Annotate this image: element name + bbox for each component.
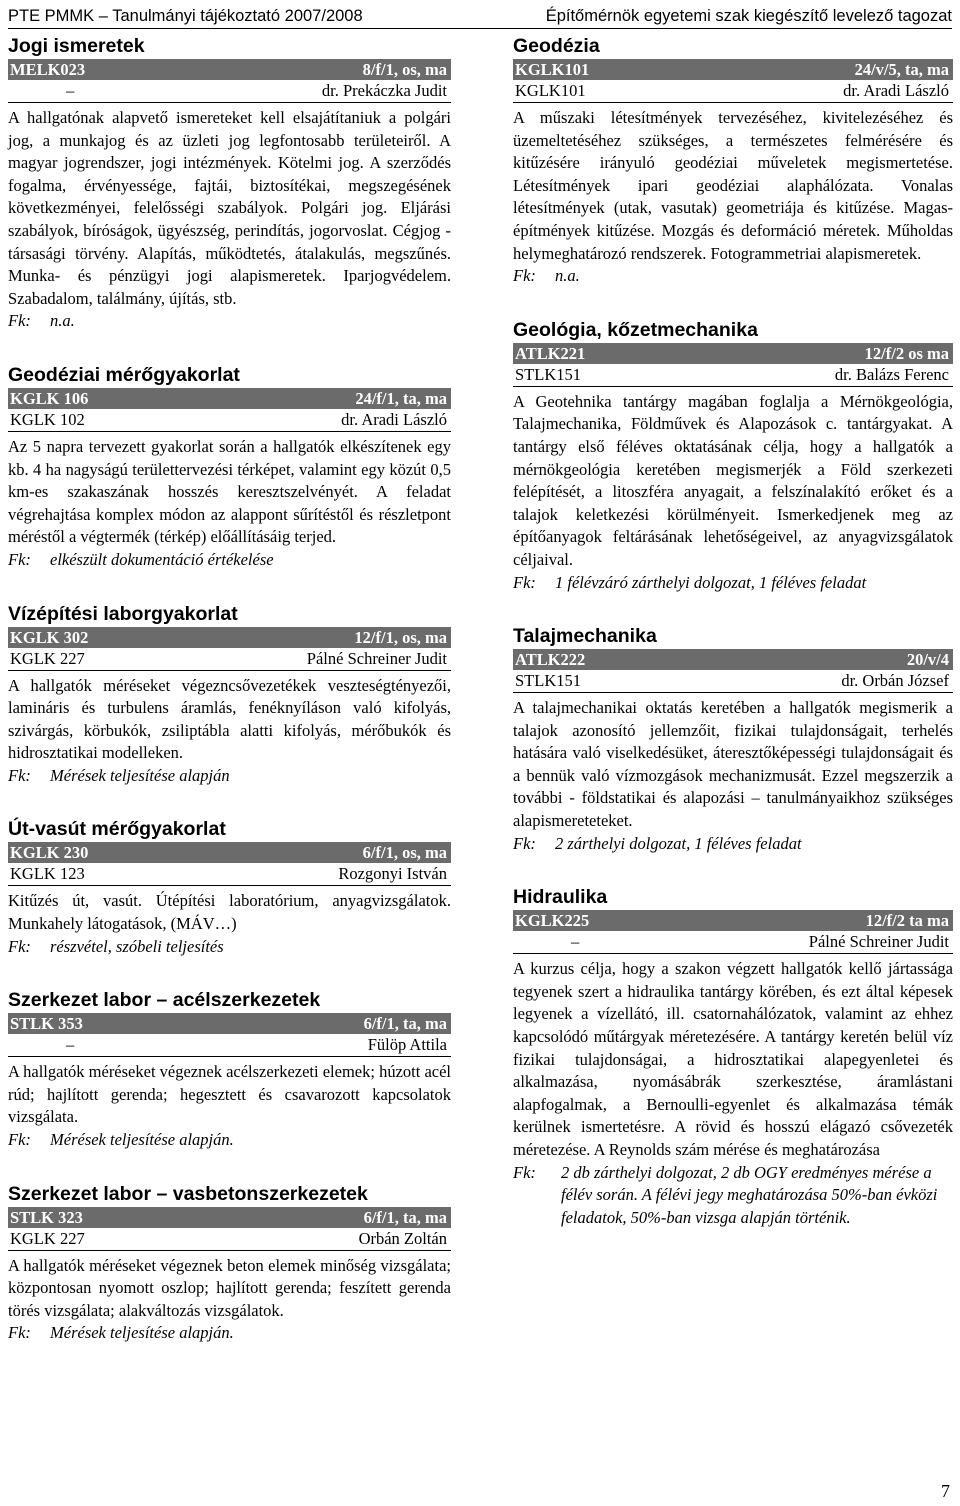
course-title: Vízépítési laborgyakorlat: [8, 602, 238, 625]
course-prereq-row: [8, 863, 451, 886]
course-credits: 24/v/5, ta, ma: [854, 60, 949, 79]
course-prereq: STLK151: [515, 671, 581, 691]
assessment-value: részvétel, szóbeli teljesítés: [50, 936, 224, 956]
course-code-bar: [8, 627, 451, 648]
course-code-bar: [513, 343, 953, 364]
course-teacher: Rozgonyi István: [338, 864, 447, 884]
course-title: Szerkezet labor – acélszerkezetek: [8, 989, 321, 1012]
course-title: Jogi ismeretek: [8, 35, 145, 57]
page-number: 7: [941, 1481, 950, 1501]
course-prereq-row: [8, 1228, 451, 1251]
course-description: A hallgatók méréseket végeznсsővezetékek veszteségtényezői, lamináris és turbulens áramlás, fenéknyíláson való kifolyás, szivárgás, körbukók, zsiliptábla alatti kifolyás, mérőbukók és hidrosztatikai modelleken.: [8, 675, 451, 763]
course-code-bar: [8, 388, 451, 409]
course-code: KGLK 302: [10, 627, 89, 647]
assessment-value: 2 zárthelyi dolgozat, 1 féléves feladat: [555, 833, 802, 853]
assessment-value: Mérések teljesítése alapján: [50, 765, 230, 785]
left-column: [8, 34, 451, 1345]
course-prereq-row: [513, 931, 953, 954]
course-teacher: dr. Aradi László: [843, 81, 949, 100]
course-assessment: [513, 1162, 953, 1230]
assessment-label: Fk:: [513, 266, 536, 286]
header-right-text: Építőmérnök egyetemi szak kiegészítő levelező tagozat: [545, 7, 952, 25]
course-description: A hallgatók méréseket végeznek acélszerkezeti elemek; húzott acél rúd; hajlított gerenda; hegesztett és csavarozott kapcsolatok vizsgálata.: [8, 1062, 451, 1127]
course-code-bar: [513, 649, 953, 670]
course-teacher: dr. Prekáczka Judit: [321, 81, 447, 100]
course-prereq-row: [8, 1034, 451, 1057]
course-teacher: dr. Orbán József: [841, 671, 949, 691]
course-assessment: [8, 1129, 451, 1152]
course-credits: 6/f/1, ta, ma: [363, 1207, 447, 1227]
course-prereq-row: [8, 80, 451, 103]
course-credits: 6/f/1, os, ma: [362, 843, 447, 863]
course-prereq: KGLK 227: [10, 1228, 85, 1248]
course-assessment: [8, 549, 451, 572]
course-code: STLK 353: [10, 1014, 83, 1034]
course-title: Geológia, kőzetmechanika: [513, 318, 758, 341]
course-assessment: [513, 572, 953, 595]
assessment-label: Fk:: [8, 549, 31, 569]
assessment-value: n.a.: [555, 266, 580, 286]
course-talajmechanika: [513, 624, 953, 855]
course-prereq-row: [513, 670, 953, 693]
course-prereq: KGLK 102: [10, 409, 85, 429]
course-prereq: –: [571, 932, 580, 952]
course-prereq-row: [8, 648, 451, 671]
course-description: A hallgatók méréseket végeznek beton elemek minőség vizsgálata; központosan nyomott oszlop; hajlított gerenda; feszített gerenda törés vizsgálata; alakváltozás vizsgálatok.: [8, 1255, 451, 1320]
course-prereq: –: [66, 81, 75, 100]
assessment-value: 2 db zárthelyi dolgozat, 2 db OGY eredményes mérése a félév során. A félévi jegy meghatározása 50%-ban évközi feladatok, 50%-ban vizsga alapján történik.: [561, 1162, 938, 1227]
course-code: KGLK 106: [10, 388, 89, 408]
course-teacher: dr. Balázs Ferenc: [834, 364, 949, 384]
course-code: MELK023: [10, 60, 86, 79]
course-jogi-ismeretek: [8, 34, 451, 333]
course-teacher: Pálné Schreiner Judit: [306, 648, 447, 668]
right-column: [513, 34, 953, 1229]
course-code-bar: [8, 1207, 451, 1228]
course-description: A Geotehnika tantárgy magában foglalja a Mérnökgeológia, Talajmechanika, Földművek és Alapozások c. tantárgyakat. A tantárgy első féléves oktatásának célja, hogy a hallgatók a mérnökgeológia keretében megismerjék a Föld szerkezeti felépítését, a litoszféra anyagait, a felszínalakító erőket és a talajok keletkezési körülményeit. Ismerkedjenek meg az építőanyagok feltárásának lehetőségeivel, az anyagvizsgálatok céljaival.: [513, 391, 953, 569]
assessment-label: Fk:: [8, 1323, 31, 1343]
assessment-label: Fk:: [8, 311, 31, 331]
course-code: STLK 323: [10, 1207, 83, 1227]
course-teacher: Orbán Zoltán: [358, 1228, 447, 1248]
assessment-value: n.a.: [50, 311, 75, 331]
course-prereq: KGLK 227: [10, 648, 85, 668]
course-title: Út-vasút mérőgyakorlat: [8, 818, 226, 841]
course-description: A műszaki létesítmények tervezéséhez, kivitelezéséhez és üzemeltetéséhez szükséges, a természetes felmérésére és kitűzésére irányuló geodéziai műveletek megismertetése. Létesítmények ipari geodéziai alaphálózata. Vonalas létesítmények (utak, vasutak) geometriája és kitűzése. Magas-építmények kitűzése. Mozgás és deformáció méretek. Műholdas helymeghatározó rendszerek. Fotogrammetriai alapismeretek.: [513, 108, 953, 263]
course-code: KGLK225: [515, 911, 590, 931]
course-title: Talajmechanika: [513, 625, 657, 648]
course-credits: 8/f/1, os, ma: [362, 60, 447, 79]
course-description: Kitűzés út, vasút. Útépítési laboratórium, anyagvizsgálatok. Munkahely látogatások, (MÁV…): [8, 891, 451, 934]
course-teacher: dr. Aradi László: [341, 409, 447, 429]
course-vizepitesi-laborgyakorlat: [8, 602, 451, 788]
course-description: A kurzus célja, hogy a szakon végzett hallgatók kellő jártassága tegyenek szert a hidraulika tantárgy körében, és ezt által képesek legyenek a vízellátó, ill. csatornahálózatok, valamint az ehhez kapcsolódó műtárgyak méretezésére. A tantárgy keretén belül víz fizikai tulajdonságai, a hidrosztatikai alapegyenletei és alkalmazása, nyomásábrák szerkesztése, áramlástani alapfogalmak, a Bernoulli-egyenlet és alkalmazása témák kerülnek ismertetésre. A rövid és hosszú elágazó csővezeték méretezése. A Reynolds szám mérése és meghatározása: [513, 959, 953, 1159]
course-description: A talajmechanikai oktatás keretében a hallgatók megismerik a talajok azonosító jellemzőit, fizikai tulajdonságait, terhelés hatására való viselkedésüket, áteresztőképességi tulajdonságait és a bennük való vízmozgások mechanizmusát. Ezzel megszerzik a további - földstatikai és alapozási – tanulmányaikhoz szükséges alapismereteteket.: [513, 698, 953, 831]
course-geodeziai-merogyakorlat: [8, 363, 451, 572]
course-code: ATLK222: [515, 650, 586, 670]
course-description: Az 5 napra tervezett gyakorlat során a hallgatók elkészítenek egy kb. 4 ha nagyságú területtervezési térképet, valamint egy közút 0,5 km-es szakaszának hosszés keresztszelvényét. A feladat végrehajtása komplex módon az alappont sűrítéstől és részletpont méréstől a végtermék (térkép) előállításáig terjed.: [8, 436, 451, 547]
course-geodezia: [513, 34, 953, 288]
course-title: Geodéziai mérőgyakorlat: [8, 363, 240, 386]
course-assessment: [8, 765, 451, 788]
course-assessment: [8, 936, 451, 959]
course-credits: 12/f/2 ta ma: [865, 911, 949, 931]
course-assessment: [8, 1322, 451, 1345]
assessment-value: Mérések teljesítése alapján.: [50, 1323, 234, 1343]
course-prereq: KGLK101: [515, 81, 586, 100]
course-title: Hidraulika: [513, 886, 608, 909]
course-credits: 20/v/4: [906, 650, 949, 670]
course-title: Szerkezet labor – vasbetonszerkezetek: [8, 1182, 368, 1205]
course-prereq-row: [513, 364, 953, 387]
assessment-label: Fk:: [513, 833, 536, 853]
course-assessment: [513, 833, 953, 856]
course-code-bar: [513, 910, 953, 931]
course-code: KGLK101: [515, 60, 590, 79]
course-code: KGLK 230: [10, 843, 89, 863]
course-prereq: STLK151: [515, 364, 581, 384]
course-szerkezet-labor-acel: [8, 988, 451, 1151]
course-ut-vasut-merogyakorlat: [8, 817, 451, 958]
course-teacher: Pálné Schreiner Judit: [808, 932, 949, 952]
assessment-label: Fk:: [513, 572, 536, 592]
course-code-bar: [8, 842, 451, 863]
assessment-label: Fk:: [8, 1130, 31, 1150]
course-code-bar: [8, 1013, 451, 1034]
course-teacher: Fülöp Attila: [367, 1035, 447, 1055]
assessment-label: Fk:: [513, 1162, 536, 1182]
course-prereq-row: [8, 409, 451, 432]
course-code-bar: [513, 59, 953, 80]
assessment-label: Fk:: [8, 936, 31, 956]
course-assessment: [513, 265, 953, 288]
course-assessment: [8, 310, 451, 333]
course-prereq: KGLK 123: [10, 864, 85, 884]
course-code: ATLK221: [515, 343, 586, 363]
course-credits: 24/f/1, ta, ma: [355, 388, 447, 408]
course-credits: 12/f/1, os, ma: [354, 627, 447, 647]
course-credits: 12/f/2 os ma: [864, 343, 949, 363]
course-geologia-kozetmechanika: [513, 318, 953, 594]
course-code-bar: [8, 59, 451, 80]
course-szerkezet-labor-vasbeton: [8, 1182, 451, 1345]
assessment-label: Fk:: [8, 765, 31, 785]
course-title: Geodézia: [513, 35, 600, 57]
course-description: A hallgatónak alapvető ismereteket kell elsajátítaniuk a polgári jog, a munkajog és az üzleti jog legfontosabb területeiről. A magyar jogrendszer, jogi intézmények. Kötelmi jog. A szerződés fogalma, érvényessége, fajtái, biztosítékai, megszegésének következményei, felelősségi szabályok. Polgári jog. Eljárási szabályok, bíróságok, ügyészség, perindítás, jogorvoslat. Cégjog - társasági törvény. Alapítás, működtetés, átalakulás, megszűnés. Munka- és pénzügyi jogi alapismeretek. Iparjogvédelem. Szabadalom, találmány, újítás, stb.: [8, 108, 451, 308]
header-left-text: PTE PMMK – Tanulmányi tájékoztató 2007/2008: [8, 7, 363, 25]
assessment-value: 1 félévzáró zárthelyi dolgozat, 1 féléves feladat: [555, 572, 867, 592]
course-prereq-row: [513, 80, 953, 103]
course-credits: 6/f/1, ta, ma: [363, 1014, 447, 1034]
assessment-value: Mérések teljesítése alapján.: [50, 1130, 234, 1150]
assessment-value: elkészült dokumentáció értékelése: [50, 549, 274, 569]
course-hidraulika: [513, 885, 953, 1229]
page-header: [8, 2, 952, 29]
course-prereq: –: [66, 1035, 75, 1055]
